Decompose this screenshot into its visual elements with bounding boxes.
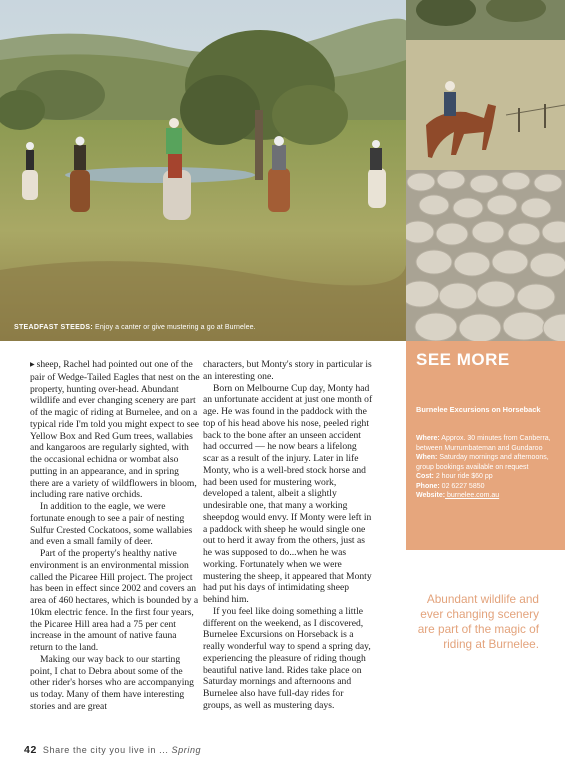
- caption-text: Enjoy a canter or give mustering a go at Burnelee.: [93, 324, 256, 331]
- caption-label: STEADFAST STEEDS:: [14, 324, 93, 331]
- see-more-details: [416, 434, 562, 501]
- article-column-1: [30, 359, 200, 713]
- footer-season: Spring: [171, 745, 202, 755]
- see-more-box: [406, 341, 565, 550]
- page-number: 42: [24, 744, 37, 756]
- when-label: When:: [416, 454, 438, 461]
- where-line: [416, 434, 562, 453]
- cost-value: 2 hour ride $60 pp: [433, 473, 493, 480]
- see-more-subheading: Burnelee Excursions on Horseback: [416, 405, 541, 414]
- phone-line: [416, 482, 562, 492]
- pull-quote: Abundant wildlife and ever changing scenery are part of the magic of riding at Burnelee.: [417, 592, 539, 651]
- continue-arrow-icon: ▶: [30, 362, 35, 368]
- where-value: Approx. 30 minutes from Canberra, between Murrumbateman and Gundaroo: [416, 435, 551, 452]
- footer-tagline: Share the city you live in ...: [42, 745, 172, 755]
- article-paragraph-text: sheep, Rachel had pointed out one of the pair of Wedge-Tailed Eagles that nest on the property, hunting over-head. Abundant wildlife and ever changing scenery are part of the magic of riding at Burnelee, and on a typical ride I'm told you might expect to see Yellow Box and Red Gum trees, wallabies and kangaroos are regularly sighted, with the occasional echidna or wombat also putting in an appearance, and in spring there are a variety of wildflowers in bloom, including rare native orchids.: [30, 359, 200, 501]
- photo-caption: [14, 324, 256, 331]
- see-more-heading: SEE MORE: [416, 350, 510, 369]
- cost-label: Cost:: [416, 473, 434, 480]
- article-paragraph: Born on Melbourne Cup day, Monty had an unfortunate accident at just one month of age. He was found in the paddock with the top of his head above his nose, peeled right back to the bone after an unseen accident had occurred — he now bears a lifelong scar as a result of the injury. Later in life Monty, who is a well-bred stock horse and had been used for mustering work, developed a talent, albeit a slightly undesirable one, that many a working sheepdog would envy. If Monty were left in a paddock with sheep he would single one out to herd it away from the others, just as he was supposed to do...when he was working. Fortunately when we were mustering the sheep, it appeared that Monty had put his days of intimidating sheep behind him.: [203, 382, 373, 605]
- when-line: [416, 453, 562, 472]
- article-paragraph: Making our way back to our starting point, I chat to Debra about some of the other rider's horses who are accompanying us today. Many of them have interesting stories and are great: [30, 653, 194, 712]
- phone-value: 02 6227 5850: [439, 482, 485, 490]
- where-label: Where:: [416, 435, 440, 442]
- phone-label: Phone:: [416, 482, 440, 490]
- article-paragraph: [30, 359, 200, 501]
- website-link[interactable]: burnelee.com.au: [445, 492, 500, 499]
- website-label: Website:: [416, 492, 446, 499]
- website-line: [416, 491, 562, 501]
- rider-photo: [406, 0, 565, 170]
- article-paragraph: If you feel like doing something a little different on the weekend, as I discovered, Burnelee Excursions on Horseback is a really wonderful way to spend a spring day, experiencing the pleasure of riding though beautiful native land. Rides take place on Saturday mornings and afternoons and Burnelee also have full-day rides for groups, as well as mustering days.: [203, 605, 371, 711]
- when-value: Saturday mornings and afternoons, group bookings available on request: [416, 454, 549, 471]
- page-footer: [24, 744, 201, 756]
- article-paragraph: In addition to the eagle, we were fortunate enough to see a pair of nesting Sulfur Crested Cockatoos, some wallabies and even a small family of deer.: [30, 501, 193, 548]
- article-paragraph: characters, but Monty's story in particular is an interesting one.: [203, 359, 372, 382]
- cost-line: [416, 472, 562, 482]
- article-paragraph: Part of the property's healthy native environment is an environmental mission called the Picaree Hill project. The project has been in effect since 2002 and covers an area of 460 hectares, which is bounded by a 10km electric fence. In the first four years, the Picaree Hill area had a 75 per cent increase in the amount of native fauna return to the land.: [30, 548, 199, 653]
- riders-photo: [0, 0, 406, 341]
- sheep-photo: [406, 170, 565, 341]
- article-column-2: [203, 359, 373, 712]
